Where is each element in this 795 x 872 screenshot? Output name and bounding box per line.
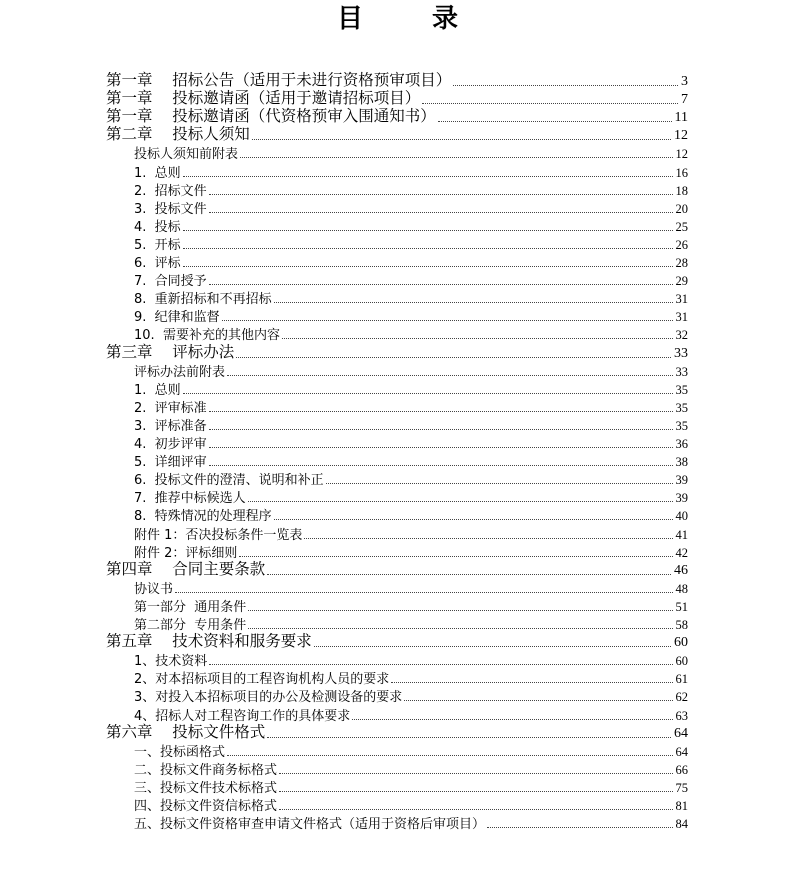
toc-entry-page: 64 xyxy=(675,744,688,759)
toc-entry-page: 48 xyxy=(675,581,688,596)
toc-entry[interactable] xyxy=(134,669,688,687)
toc-entry-page: 11 xyxy=(674,110,688,126)
toc-entry[interactable] xyxy=(134,796,688,814)
toc-entry-label: 4. 投标 xyxy=(134,219,181,235)
toc-entry-page: 35 xyxy=(675,418,688,433)
leader-dots xyxy=(183,175,673,177)
toc-entry[interactable] xyxy=(134,814,688,832)
toc-entry-page: 18 xyxy=(675,183,688,198)
toc-entry-label: 1、技术资料 xyxy=(134,654,208,670)
toc-entry[interactable] xyxy=(106,126,688,144)
toc-entry[interactable] xyxy=(134,271,688,289)
toc-entry-label: 2. 招标文件 xyxy=(134,183,207,199)
leader-dots xyxy=(248,627,672,629)
toc-entry-page: 33 xyxy=(674,345,688,361)
toc-entry[interactable] xyxy=(134,742,688,760)
toc-entry-page: 35 xyxy=(675,400,688,415)
leader-dots xyxy=(326,482,673,484)
page-title: 目 录 xyxy=(336,4,489,34)
leader-dots xyxy=(248,609,672,611)
toc-entry[interactable] xyxy=(134,217,688,235)
leader-dots xyxy=(274,518,673,520)
leader-dots xyxy=(227,374,672,376)
toc-entry-page: 3 xyxy=(681,74,688,89)
toc-entry-label: 10. 需要补充的其他内容 xyxy=(134,328,280,344)
leader-dots xyxy=(279,808,672,810)
toc-entry-page: 40 xyxy=(675,509,688,524)
toc-entry-label: 第五章 技术资料和服务要求 xyxy=(106,632,312,651)
leader-dots xyxy=(282,337,673,339)
toc-entry-page: 26 xyxy=(675,237,688,252)
toc-entry-page: 60 xyxy=(674,635,688,651)
toc-entry-page: 75 xyxy=(675,780,688,795)
toc-entry-label: 3. 投标文件 xyxy=(134,201,207,217)
toc-entry-label: 6. 评标 xyxy=(134,256,181,271)
toc-entry[interactable] xyxy=(134,289,688,307)
leader-dots xyxy=(267,573,671,575)
toc-entry-label: 5. 详细评审 xyxy=(134,455,207,471)
toc-entry-label: 附件 2：评标细则 xyxy=(134,545,238,561)
toc-entry-page: 64 xyxy=(674,725,688,741)
leader-dots xyxy=(209,663,672,665)
toc-entry-label: 协议书 xyxy=(134,581,174,597)
toc-entry[interactable] xyxy=(134,525,688,543)
toc-entry-page: 31 xyxy=(675,310,688,325)
leader-dots xyxy=(279,772,672,774)
toc-entry-page: 39 xyxy=(675,491,688,506)
toc-entry-page: 12 xyxy=(675,147,688,162)
toc-entry[interactable] xyxy=(134,506,688,524)
leader-dots xyxy=(183,392,673,394)
toc-entry-page: 28 xyxy=(675,256,688,270)
toc-entry-page: 32 xyxy=(675,328,688,343)
toc-entry[interactable] xyxy=(134,235,688,253)
toc-entry[interactable] xyxy=(134,488,688,506)
leader-dots xyxy=(487,826,672,828)
leader-dots xyxy=(209,193,673,195)
toc-entry-page: 25 xyxy=(675,219,688,234)
leader-dots xyxy=(209,464,673,466)
leader-dots xyxy=(304,537,672,539)
toc-entry-label: 7. 合同授予 xyxy=(134,274,207,290)
toc-entry[interactable] xyxy=(106,561,688,579)
toc-entry-label: 第三章 评标办法 xyxy=(106,342,235,361)
toc-entry-page: 63 xyxy=(675,708,688,723)
toc-entry[interactable] xyxy=(134,452,688,470)
toc-entry-page: 42 xyxy=(675,545,688,560)
toc-entry-label: 一、投标函格式 xyxy=(134,744,226,760)
leader-dots xyxy=(175,591,672,593)
toc-entry-page: 60 xyxy=(675,654,688,669)
toc-entry-page: 84 xyxy=(675,817,688,832)
toc-entry-label: 第一章 投标邀请函（适用于邀请招标项目） xyxy=(106,89,421,108)
toc-entry[interactable] xyxy=(134,163,688,181)
toc-entry-label: 1. 总则 xyxy=(134,382,181,398)
toc-entry-page: 31 xyxy=(675,292,688,307)
toc-entry-label: 三、投标文件技术标格式 xyxy=(134,780,278,796)
toc-entry-page: 81 xyxy=(675,799,688,813)
toc-entry-page: 46 xyxy=(674,562,688,578)
leader-dots xyxy=(209,410,673,412)
leader-dots xyxy=(422,102,678,104)
toc-entry-label: 第二部分 专用条件 xyxy=(134,618,247,633)
toc-entry[interactable] xyxy=(134,651,688,669)
toc-entry-page: 41 xyxy=(675,527,688,542)
leader-dots xyxy=(252,138,671,140)
leader-dots xyxy=(209,211,673,213)
toc-entry-label: 第一章 招标公告（适用于未进行资格预审项目） xyxy=(106,71,452,89)
toc-entry-page: 12 xyxy=(674,128,688,144)
toc-entry[interactable] xyxy=(134,199,688,217)
leader-dots xyxy=(209,283,673,285)
toc-entry[interactable] xyxy=(134,362,688,380)
leader-dots xyxy=(248,500,673,502)
toc-entry-label: 投标人须知前附表 xyxy=(134,147,239,163)
leader-dots xyxy=(240,156,672,158)
leader-dots xyxy=(267,736,671,738)
toc-entry-page: 58 xyxy=(675,618,688,632)
toc-entry-page: 39 xyxy=(675,473,688,488)
toc-entry-label: 3. 评标准备 xyxy=(134,418,207,434)
leader-dots xyxy=(183,247,673,249)
toc-entry-page: 38 xyxy=(675,455,688,470)
toc-entry-label: 5. 开标 xyxy=(134,237,181,253)
toc-entry-label: 4. 初步评审 xyxy=(134,437,207,452)
toc-entry-label: 9. 纪律和监督 xyxy=(134,310,220,326)
toc-entry-label: 7. 推荐中标候选人 xyxy=(134,491,246,507)
leader-dots xyxy=(183,229,673,231)
toc-entry-label: 2. 评审标准 xyxy=(134,400,207,416)
toc-entry-page: 62 xyxy=(675,690,688,705)
toc-entry-page: 29 xyxy=(675,274,688,289)
toc-entry-label: 四、投标文件资信标格式 xyxy=(134,799,278,814)
toc-entry-label: 第六章 投标文件格式 xyxy=(106,722,266,741)
toc-entry[interactable] xyxy=(134,416,688,434)
toc-entry[interactable] xyxy=(134,470,688,488)
toc-entry-page: 16 xyxy=(675,165,688,180)
toc-entry[interactable] xyxy=(106,633,688,651)
leader-dots xyxy=(183,265,673,267)
toc-entry-label: 第二章 投标人须知 xyxy=(106,125,250,144)
toc-entry[interactable] xyxy=(134,307,688,325)
toc-entry-label: 附件 1：否决投标条件一览表 xyxy=(134,527,303,543)
leader-dots xyxy=(404,699,672,701)
toc-entry-label: 第四章 合同主要条款 xyxy=(106,559,266,578)
leader-dots xyxy=(209,428,673,430)
toc-entry-label: 8. 特殊情况的处理程序 xyxy=(134,509,272,525)
toc-entry[interactable] xyxy=(134,398,688,416)
toc-entry-label: 4、招标人对工程咨询工作的具体要求 xyxy=(134,708,351,724)
toc-entry-page: 36 xyxy=(675,437,688,451)
toc-entry-page: 20 xyxy=(675,201,688,216)
toc-entry[interactable] xyxy=(134,687,688,705)
leader-dots xyxy=(274,301,673,303)
leader-dots xyxy=(279,790,672,792)
toc-entry-label: 五、投标文件资格审查申请文件格式（适用于资格后审项目） xyxy=(134,817,486,833)
toc-entry-label: 评标办法前附表 xyxy=(134,364,226,380)
toc-entry-page: 66 xyxy=(675,762,688,777)
toc-entry-label: 1. 总则 xyxy=(134,165,181,181)
leader-dots xyxy=(239,555,672,557)
toc-entry[interactable] xyxy=(134,144,688,162)
leader-dots xyxy=(227,754,672,756)
toc-entry-label: 3、对投入本招标项目的办公及检测设备的要求 xyxy=(134,690,403,706)
toc-entry-label: 第一部分 通用条件 xyxy=(134,599,247,615)
toc-entry-page: 35 xyxy=(675,382,688,397)
leader-dots xyxy=(222,319,673,321)
leader-dots xyxy=(352,718,672,720)
toc-entry-label: 二、投标文件商务标格式 xyxy=(134,762,278,778)
leader-dots xyxy=(314,645,671,647)
toc-entry-page: 33 xyxy=(675,364,688,379)
toc-entry[interactable] xyxy=(134,253,688,271)
toc-entry[interactable] xyxy=(134,579,688,597)
toc-entry[interactable] xyxy=(106,344,688,362)
toc-entry[interactable] xyxy=(134,597,688,615)
toc-entry-label: 8. 重新招标和不再招标 xyxy=(134,292,272,308)
leader-dots xyxy=(438,120,672,122)
leader-dots xyxy=(209,446,673,448)
leader-dots xyxy=(391,681,672,683)
toc-entry-label: 第一章 投标邀请函（代资格预审入围通知书） xyxy=(106,107,436,126)
toc-entry-label: 2、对本招标项目的工程咨询机构人员的要求 xyxy=(134,672,390,688)
toc-entry[interactable] xyxy=(134,434,688,452)
toc-entry[interactable] xyxy=(106,724,688,742)
leader-dots xyxy=(236,356,671,358)
toc-entry-label: 6. 投标文件的澄清、说明和补正 xyxy=(134,473,324,489)
toc-entry[interactable] xyxy=(134,760,688,778)
leader-dots xyxy=(453,84,678,86)
toc-entry-page: 51 xyxy=(675,599,688,614)
toc-entry[interactable] xyxy=(134,181,688,199)
toc-entry[interactable] xyxy=(134,380,688,398)
toc-entry[interactable] xyxy=(134,778,688,796)
toc-entry-page: 61 xyxy=(675,672,688,687)
toc-entry-page: 7 xyxy=(681,92,688,108)
